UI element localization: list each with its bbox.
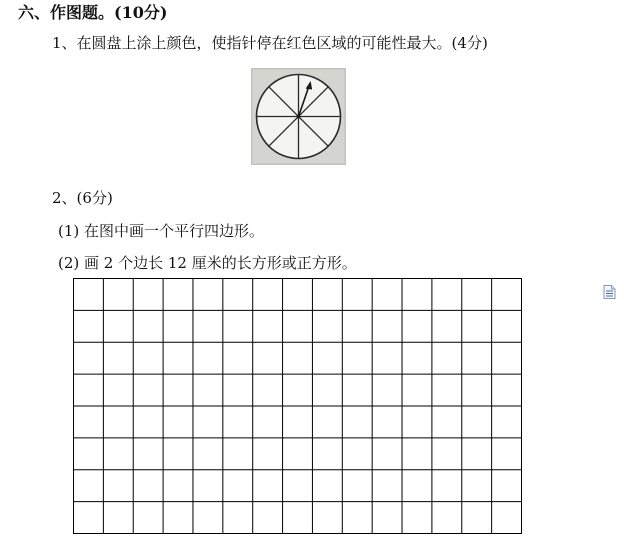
question-2-part-2: (2) 画 2 个边长 12 厘米的长方形或正方形。 [58,254,357,272]
drawing-grid[interactable] [73,278,522,534]
question-2-text: 2、(6分) [52,189,113,207]
question-1-text: 1、在圆盘上涂上颜色，使指针停在红色区域的可能性最大。(4分) [52,34,488,52]
spinner-dial-icon [251,68,346,165]
section-heading: 六、作图题。(10分) [18,3,168,22]
document-icon[interactable] [603,285,616,299]
question-2-part-1: (1) 在图中画一个平行四边形。 [58,222,265,240]
